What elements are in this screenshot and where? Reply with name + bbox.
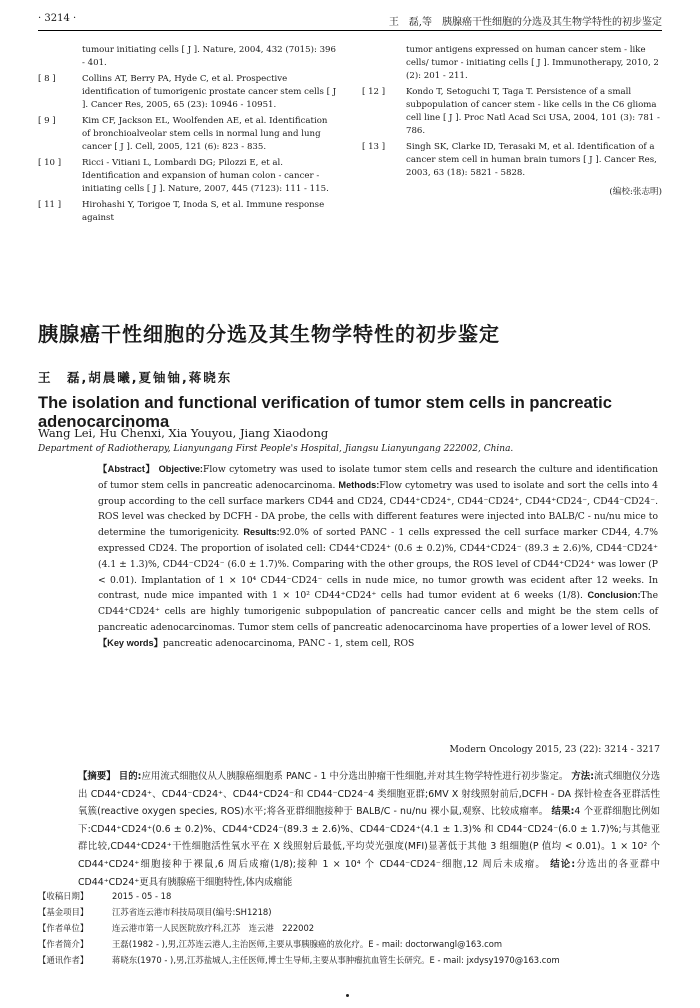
references-left-column — [38, 44, 338, 228]
abstract-label: 【Abstract】 — [98, 464, 156, 474]
conclusion-label: Conclusion: — [587, 590, 641, 601]
reference-item: [ 13 ] Singh SK, Clarke ID, Terasaki M, et al. Identification of a cancer stem cell in human brain tumors [ J ]. Cancer Res, 2003, 63 (18): 5821 - 5828. — [362, 142, 657, 178]
references-right-column — [362, 44, 662, 199]
reference-item: [ 8 ] Collins AT, Berry PA, Hyde C, et al. Prospective identification of tumorigenic prostate cancer stem cells [ J ]. Cancer Res, 2005, 65 (23): 10946 - 10951. — [38, 74, 337, 110]
reference-item: [ 11 ] Hirohashi Y, Torigoe T, Inoda S, et al. Immune response against — [38, 200, 325, 223]
journal-citation: Modern Oncology 2015, 23 (22): 3214 - 3217 — [449, 744, 660, 755]
footnote-item: 【通讯作者】 蒋晓东(1970 - ),男,江苏盐城人,主任医师,博士生导师,主要从事肿瘤抗血管生长研究。E - mail: jxdysy1970@163.com — [38, 955, 560, 965]
reference-item: [ 10 ] Ricci - Vitiani L, Lombardi DG; Pilozzi E, et al. Identification and expansion of human colon - cancer - initiating cells [ J ]. Nature, 2007, 445 (7123): 111 - 115. — [38, 158, 329, 194]
editor-note: (编校:张志明) — [609, 187, 662, 197]
footnote-item: 【作者简介】 王磊(1982 - ),男,江苏连云港人,主治医师,主要从事胰腺癌的放化疗。E - mail: doctorwangl@163.com — [38, 939, 503, 949]
abstract-cn: 【摘要】 目的:应用流式细胞仪从人胰腺癌细胞系 PANC - 1 中分选出肿瘤干性细胞,并对其生物学特性进行初步鉴定。 方法:流式细胞仪分选出 CD44⁺CD24⁺、CD44⁻CD24⁺、CD44⁺CD24⁻和 CD44⁻CD24⁻4 类细胞亚群;6MV X 射线照射前后,DCFH - DA 探针检查各亚群活性氧簇(reactive oxygen species, ROS)水平;将各亚群细胞接种于 BALB/C - nu/nu 裸小鼠,观察、比较成瘤率。 结果:4 个亚群细胞比例如下:CD44⁺CD24⁺(0.6 ± 0.2)%、CD44⁺CD24⁻(89.3 ± 2.6)%、CD44⁻CD24⁺(4.1 ± 1.3)% 和 CD44⁻CD24⁻(6.0 ± 1.7)%;与其他亚群比较,CD44⁺CD24⁺干性细胞活性氧水平在 X 线照射后最低,平均荧光强度(MFI)显著低于其他 3 组细胞(P 值均 < 0.01)。1 × 10² 个 CD44⁺CD24⁺细胞接种于裸鼠,6 周后成瘤(1/8);接种 1 × 10⁴ 个 CD44⁻CD24⁻细胞,12 周后未成瘤。 结论:分选出的各亚群中 CD44⁺CD24⁺更具有胰腺癌干细胞特性,体内成瘤能 — [78, 771, 661, 888]
article-title-en: The isolation and functional verification of tumor stem cells in pancreatic adenocarcinoma — [38, 394, 612, 431]
article-title-cn: 胰腺癌干性细胞的分选及其生物学特性的初步鉴定 — [38, 322, 500, 346]
running-header — [38, 8, 662, 31]
methods-label: Methods: — [338, 479, 380, 490]
department-affiliation: Department of Radiotherapy, Lianyungang First People's Hospital, Jiangsu Lianyungang 222002, China. — [38, 444, 514, 454]
authors-cn: 王 磊,胡晨曦,夏铀铀,蒋晓东 — [38, 370, 233, 385]
footnote-item: 【作者单位】 连云港市第一人民医院放疗科,江苏 连云港 222002 — [38, 923, 315, 933]
footnote-item: 【收稿日期】 2015 - 05 - 18 — [38, 891, 172, 901]
abstract-en: 【Abstract】 Objective:Flow cytometry was used to isolate tumor stem cells and research the culture and identification of tumor stem cells in pancreatic adenocarcinoma. Methods:Flow cytometry was used to isolate and sort the cells into 4 group according to the cell surface markers CD44 and CD24, CD44⁺CD24⁺, CD44⁻CD24⁺, CD44⁺CD24⁻, CD44⁻CD24⁻. ROS level was checked by DCFH - DA probe, the cells with different features were injected into BALB/C - nu/nu mice to determine the tumorigenicity. Results:92.0% of sorted PANC - 1 cells expressed the cell surface marker CD44, 4.7% expressed CD24. The proportion of isolated cell: CD44⁺CD24⁺ (0.6 ± 0.2)%, CD44⁺CD24⁻ (89.3 ± 2.6)%, CD44⁻CD24⁺ (4.1 ± 1.3)%, CD44⁻CD24⁻ (6.0 ± 1.7)%. Comparing with the other groups, the ROS level of CD44⁺CD24⁺ was lower (P < 0.01). Implantation of 1 × 10⁴ CD44⁻CD24⁻ cells in nude mice, no tumor growth was ecident after 12 weeks. In contrast, nude mice impanted with 1 × 10² CD44⁺CD24⁺ cells had tumor evident at 6 weeks (1/8). Conclusion:The CD44⁺CD24⁺ cells are highly tumorigenic subpopulation of pancreatic cancer cells and might be the stem cells of pancreatic adenocarcinomas. Tumor stem cells of pancreatic adenocarcinoma have properties of a lower level of ROS. 【Key words】pancreatic adenocarcinoma, PANC - 1, stem cell, ROS — [98, 462, 658, 652]
keywords: 【Key words】pancreatic adenocarcinoma, PANC - 1, stem cell, ROS — [98, 637, 415, 649]
objective-label: Objective: — [158, 464, 203, 474]
footnote-item: 【基金项目】 江苏省连云港市科技局项目(编号:SH1218) — [38, 907, 272, 917]
page-number: · 3214 · — [38, 13, 77, 24]
reference-item: [ 9 ] Kim CF, Jackson EL, Woolfenden AE, et al. Identification of bronchioalveolar stem cells in normal lung and lung cancer [ J ]. Cell, 2005, 121 (6): 823 - 835. — [38, 116, 328, 152]
footer-mark — [346, 994, 349, 997]
results-label: Results: — [243, 527, 280, 538]
running-title: 王 磊,等 胰腺癌干性细胞的分选及其生物学特性的初步鉴定 — [388, 17, 662, 28]
reference-item: tumour initiating cells [ J ]. Nature, 2004, 432 (7015): 396 - 401. — [82, 45, 336, 68]
footnotes — [38, 888, 662, 968]
reference-item: tumor antigens expressed on human cancer stem - like cells/ tumor - initiating cells [ J ]. Immunotherapy, 2010, 2 (2): 201 - 211. — [406, 45, 659, 81]
authors-en: Wang Lei, Hu Chenxi, Xia Youyou, Jiang Xiaodong — [38, 426, 329, 440]
reference-item: [ 12 ] Kondo T, Setoguchi T, Taga T. Persistence of a small subpopulation of cancer stem - like cells in the C6 glioma cell line [ J ]. Proc Natl Acad Sci USA, 2004, 101 (3): 781 - 786. — [362, 87, 660, 136]
